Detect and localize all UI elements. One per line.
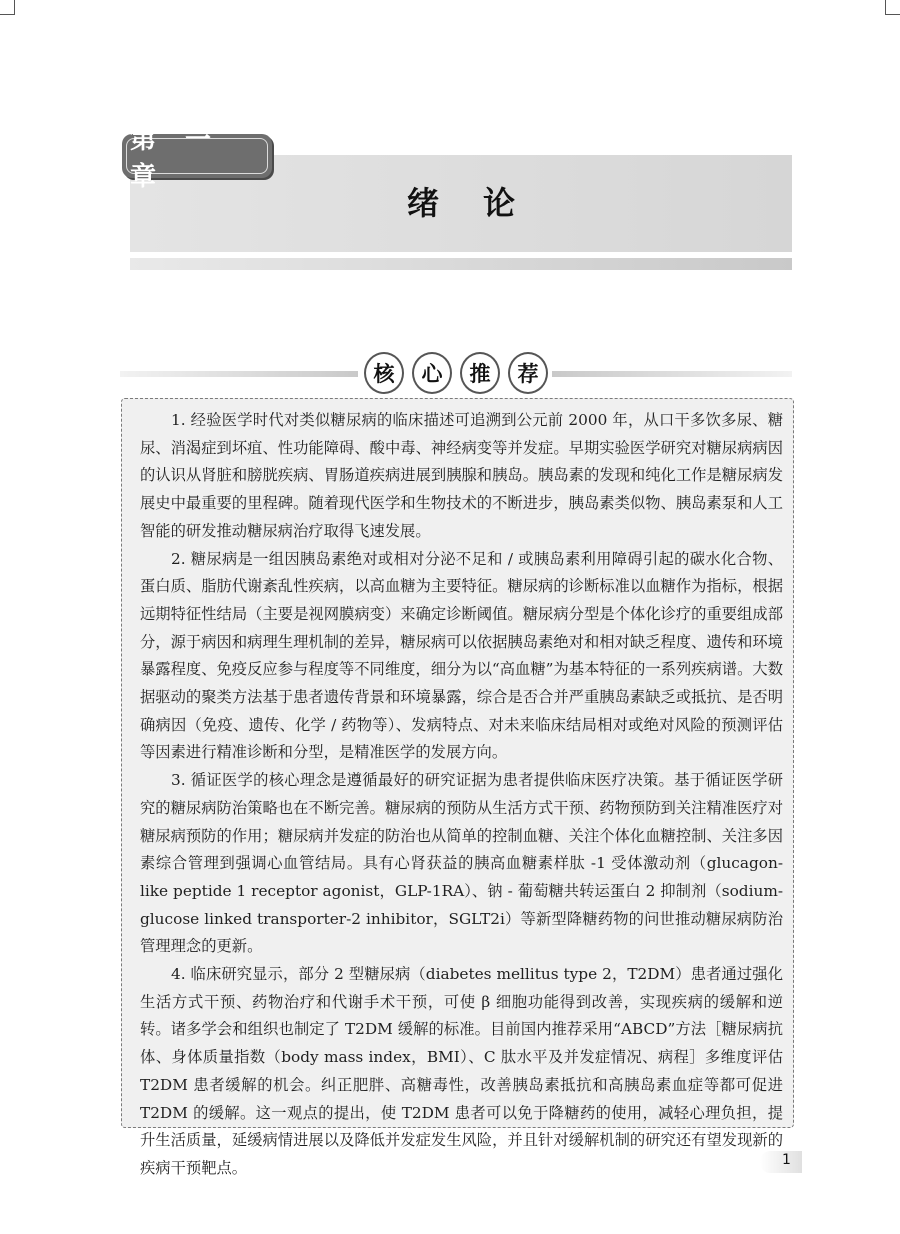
section-divider-left — [120, 371, 358, 377]
recommendation-paragraph-3: 3. 循证医学的核心理念是遵循最好的研究证据为患者提供临床医疗决策。基于循证医学研究的糖尿病防治策略也在不断完善。糖尿病的预防从生活方式干预、药物预防到关注精准医疗对糖尿病预防的作用；糖尿病并发症的防治也从简单的控制血糖、关注个体化血糖控制、关注多因素综合管理到强调心血管结局。具有心肾获益的胰高血糖素样肽 -1 受体激动剂（glucagon-like peptide 1 receptor agonist，GLP-1RA）、钠 - 葡萄糖共转运蛋白 2 抑制剂（sodium-glucose linked transporter-2 inhibitor，SGLT2i）等新型降糖药物的问世推动糖尿病防治管理理念的更新。 — [140, 771, 783, 956]
chapter-label: 第 一 章 — [130, 125, 222, 192]
page-number: 1 — [782, 1152, 791, 1168]
chapter-header-stripe — [130, 258, 792, 270]
crop-mark-top-right — [885, 0, 900, 15]
section-heading-char: 荐 — [508, 352, 548, 394]
section-heading — [364, 352, 548, 394]
crop-mark-top-left — [0, 0, 15, 15]
recommendation-paragraph-2: 2. 糖尿病是一组因胰岛素绝对或相对分泌不足和 / 或胰岛素利用障碍引起的碳水化合物、蛋白质、脂肪代谢紊乱性疾病，以高血糖为主要特征。糖尿病的诊断标准以血糖作为指标，根据远期特征性结局（主要是视网膜病变）来确定诊断阈值。糖尿病分型是个体化诊疗的重要组成部分，源于病因和病理生理机制的差异，糖尿病可以依据胰岛素绝对和相对缺乏程度、遗传和环境暴露程度、免疫反应参与程度等不同维度，细分为以“高血糖”为基本特征的一系列疾病谱。大数据驱动的聚类方法基于患者遗传背景和环境暴露，综合是否合并严重胰岛素缺乏或抵抗、是否明确病因（免疫、遗传、化学 / 药物等）、发病特点、对未来临床结局相对或绝对风险的预测评估等因素进行精准诊断和分型，是精准医学的发展方向。 — [140, 549, 783, 762]
section-heading-char: 心 — [412, 352, 452, 394]
section-divider-right — [552, 371, 792, 377]
recommendation-paragraph-1: 1. 经验医学时代对类似糖尿病的临床描述可追溯到公元前 2000 年，从口干多饮多尿、糖尿、消渴症到坏疽、性功能障碍、酸中毒、神经病变等并发症。早期实验医学研究对糖尿病病因的认识从肾脏和膀胱疾病、胃肠道疾病进展到胰腺和胰岛。胰岛素的发现和纯化工作是糖尿病发展史中最重要的里程碑。随着现代医学和生物技术的不断进步，胰岛素类似物、胰岛素泵和人工智能的研发推动糖尿病治疗取得飞速发展。 — [140, 411, 783, 540]
chapter-title: 绪论 — [406, 184, 559, 222]
page-number-tab — [760, 1151, 802, 1173]
section-heading-char: 核 — [364, 352, 404, 394]
core-recommendations-box — [121, 398, 794, 1177]
recommendation-paragraph-4: 4. 临床研究显示，部分 2 型糖尿病（diabetes mellitus type 2，T2DM）患者通过强化生活方式干预、药物治疗和代谢手术干预，可使 β 细胞功能得到改善，实现疾病的缓解和逆转。诸多学会和组织也制定了 T2DM 缓解的标准。目前国内推荐采用“ABCD”方法［糖尿病抗体、身体质量指数（body mass index，BMI）、C 肽水平及并发症情况、病程］多维度评估 T2DM 患者缓解的机会。纠正肥胖、高糖毒性，改善胰岛素抵抗和高胰岛素血症等都可促进 T2DM 的缓解。这一观点的提出，使 T2DM 患者可以免于降糖药的使用，减轻心理负担，提升生活质量，延缓病情进展以及降低并发症发生风险，并且针对缓解机制的研究还有望发现新的疾病干预靶点。 — [140, 965, 783, 1177]
chapter-tab — [122, 125, 272, 192]
section-heading-char: 推 — [460, 352, 500, 394]
